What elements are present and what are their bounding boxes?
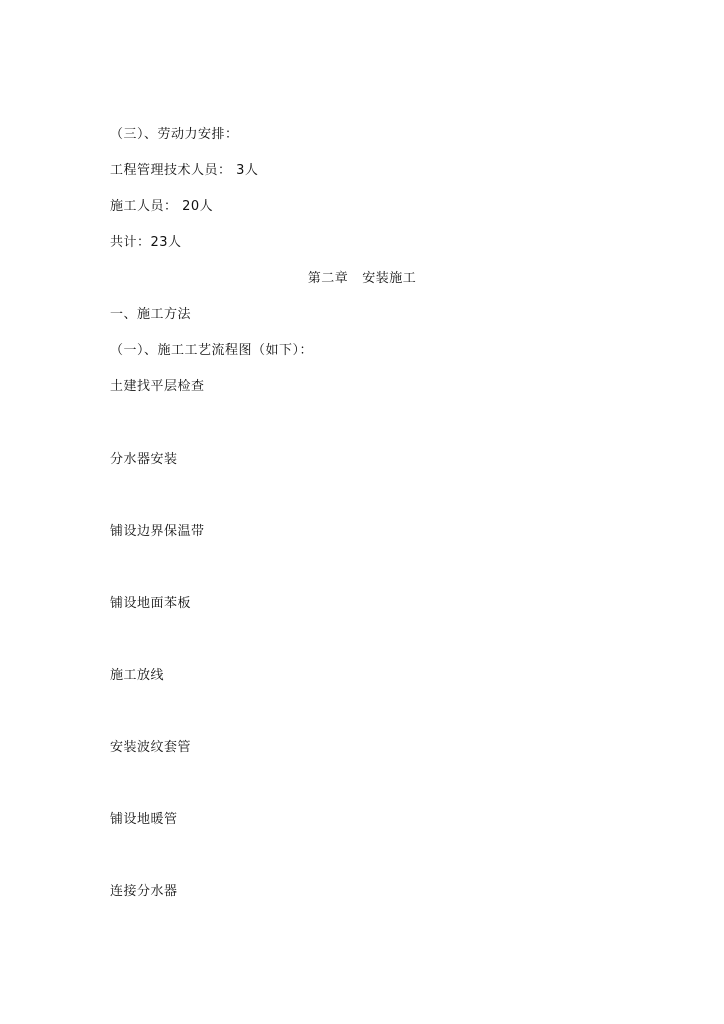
process-step: 分水器安装 — [110, 452, 178, 467]
subsection-heading: （一）、施工工艺流程图（如下）： — [110, 343, 314, 358]
process-step: 土建找平层检查 — [110, 379, 205, 394]
process-step: 铺设边界保温带 — [110, 524, 205, 539]
chapter-title: 第二章 安装施工 — [307, 271, 417, 286]
process-step: 连接分水器 — [110, 884, 178, 899]
process-step: 铺设地暖管 — [110, 812, 178, 827]
construction-staff-count: 施工人员： 20人 — [110, 199, 214, 214]
total-staff-count: 共计：23人 — [110, 235, 182, 250]
process-step: 铺设地面苯板 — [110, 596, 192, 611]
process-step: 施工放线 — [110, 668, 165, 683]
process-step: 安装波纹套管 — [110, 740, 192, 755]
management-staff-count: 工程管理技术人员： 3人 — [110, 163, 259, 178]
section-heading: 一、施工方法 — [110, 307, 192, 322]
labor-arrangement-heading: （三）、劳动力安排： — [110, 127, 239, 142]
